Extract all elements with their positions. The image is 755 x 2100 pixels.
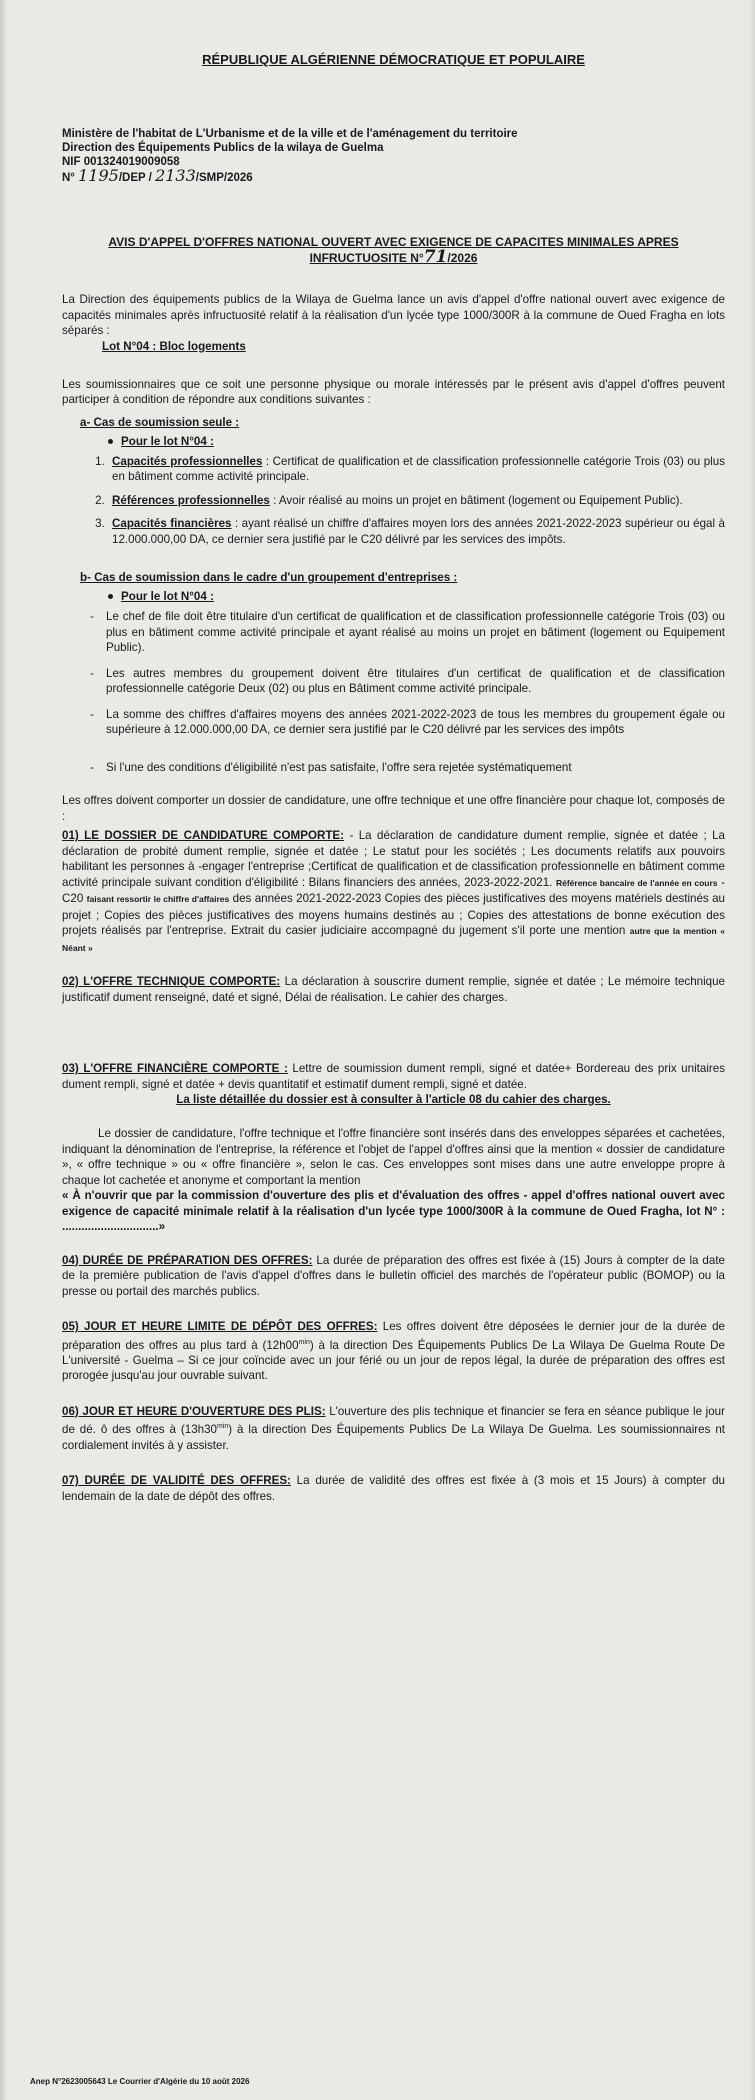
section-05-sup: min bbox=[298, 1338, 310, 1346]
section-03-heading: 03) L'OFFRE FINANCIÈRE COMPORTE : bbox=[62, 1062, 288, 1075]
title-number: 71 bbox=[423, 247, 448, 267]
offres-intro: Les offres doivent comporter un dossier de candidature, une offre technique et une offre financière pour chaque lot, composés de : bbox=[62, 794, 725, 823]
item-text: : ayant réalisé un chiffre d'affaires moyen lors des années 2021-2022-2023 supérieur ou égal à 12.000.000,00 DA, ce dernier sera justifié par le C20 délivré par les services des impôts. bbox=[112, 517, 726, 546]
section-06-text: ) à la direction Des Équipements Publics De La Wilaya De Guelma. Les soumissionnaires nt cordialement invités à y assister. bbox=[62, 1423, 725, 1452]
section-01-text: des années 2021-2022-2023 Copies des pièces justificatives des moyens matériels destinés au projet ; Copies des pièces justificatives des moyens humains destinés au ; Copies des attestations de bonne exécution des projets réalisés par l'entreprise. Extrait du casier judiciaire accompagné du jugement s'il porte une mention bbox=[62, 892, 725, 937]
lot-label: Lot N°04 : Bloc logements bbox=[102, 339, 246, 353]
ref-number: 1195 bbox=[78, 166, 119, 185]
case-a-list bbox=[62, 454, 725, 548]
section-07 bbox=[62, 1473, 725, 1504]
issuer-block bbox=[62, 127, 725, 185]
item-label: Capacités professionnelles bbox=[112, 454, 263, 468]
direction-line: Direction des Équipements Publics de la wilaya de Guelma bbox=[62, 142, 384, 154]
reference-line bbox=[62, 166, 725, 185]
case-b-lot bbox=[108, 590, 725, 603]
ministry-line: Ministère de l'habitat de L'Urbanisme et de la ville et de l'aménagement du territoire bbox=[62, 128, 518, 140]
section-01-heading: 01) LE DOSSIER DE CANDIDATURE COMPORTE: bbox=[62, 829, 345, 842]
section-07-heading: 07) DURÉE DE VALIDITÉ DES OFFRES: bbox=[62, 1474, 291, 1488]
republic-heading: RÉPUBLIQUE ALGÉRIENNE DÉMOCRATIQUE ET POPULAIRE bbox=[202, 52, 585, 67]
item-text: : Certificat de qualification et de classification professionnelle catégorie Trois (03) ou plus en bâtiment comme activité principale. bbox=[112, 454, 725, 483]
section-05-text: ) à la direction Des Équipements Publics De La Wilaya De Guelma Route De L'université - Guelma – Si ce jour coïncide avec un jour férié ou un jour de repos légal, la durée de préparation des offres est prorogée jusqu'au jour ouvrable suivant. bbox=[62, 1338, 725, 1383]
section-06-sup: min bbox=[217, 1423, 229, 1431]
case-b-list bbox=[62, 609, 725, 775]
item-label: Références professionnelles bbox=[112, 493, 270, 507]
title-year: /2026 bbox=[447, 251, 478, 265]
section-01 bbox=[62, 828, 725, 956]
section-05 bbox=[62, 1319, 725, 1384]
case-b-lot-label: Pour le lot N°04 : bbox=[121, 590, 214, 603]
ref-mid: /DEP / bbox=[118, 172, 152, 184]
section-05-heading: 05) JOUR ET HEURE LIMITE DE DÉPÔT DES OFFRES: bbox=[62, 1320, 378, 1333]
case-a-heading: a- Cas de soumission seule : bbox=[80, 415, 240, 429]
footer-reference: Anep N°2623005643 Le Courrier d'Algérie du 10 août 2026 bbox=[30, 2077, 250, 2086]
title-line-2 bbox=[72, 247, 715, 267]
notice-title bbox=[72, 235, 715, 266]
section-04-text: La durée de préparation des offres est fixée à (15) Jours à compter de la date de la première publication de l'avis d'appel d'offres dans le bulletin officiel des marchés de l'opérateur public (BOMOP) ou la presse ou portail des marchés publics. bbox=[62, 1253, 725, 1298]
bullet-icon bbox=[108, 594, 113, 599]
soumission-intro: Les soumissionnaires que ce soit une personne physique ou morale intéressés par le présent avis d'appel d'offres peuvent participer à condition de répondre aux conditions suivantes : bbox=[62, 377, 725, 406]
case-b-heading: b- Cas de soumission dans le cadre d'un groupement d'entreprises : bbox=[80, 571, 458, 584]
section-02-text: La déclaration à souscrire dument remplie, signée et datée ; Le mémoire technique justificatif dument renseigné, daté et signé, Délai de réalisation. Le cahier des charges. bbox=[62, 975, 726, 1004]
section-01-note: autre que la mention « Néant » bbox=[62, 926, 725, 953]
section-03-text: Lettre de soumission dument rempli, signé et datée+ Bordereau des prix unitaires dument rempli, signé et datée + devis quantitatif et estimatif dument rempli, signé et datée. bbox=[62, 1062, 725, 1091]
section-06-text: L'ouverture des plis technique et financier se fera en séance publique le jour de dé. ô des offres à (13h30 bbox=[62, 1404, 725, 1437]
section-04-heading: 04) DURÉE DE PRÉPARATION DES OFFRES: bbox=[62, 1253, 313, 1267]
ref-prefix: N° bbox=[62, 172, 75, 184]
section-01-note: Référence bancaire de l'année en cours bbox=[555, 877, 718, 888]
title-prefix: INFRUCTUOSITE N° bbox=[309, 251, 424, 265]
case-a-lot bbox=[108, 435, 725, 448]
ref-number-2: 2133 bbox=[155, 166, 196, 185]
section-03 bbox=[62, 1061, 725, 1092]
nif-line: NIF 001324019009058 bbox=[62, 156, 180, 168]
section-06-heading: 06) JOUR ET HEURE D'OUVERTURE DES PLIS: bbox=[62, 1404, 326, 1418]
list-item: - Si l'une des conditions d'éligibilité n'est pas satisfaite, l'offre sera rejetée systématiquement bbox=[106, 760, 725, 776]
section-01-text: - La déclaration de candidature dument remplie, signée et datée ; La déclaration de probité dument remplie, signée et datée ; Le statut pour les sociétés ; Les documents relatifs aux pouvoirs habilitant les personnes à -engager l'entreprise ;Certificat de qualification et de classification professionnelle en bâtiment comme activité principale suivant condition d'éligibilité : Bilans financiers des années, 2023-2022-2021. bbox=[62, 829, 725, 889]
ref-suffix: /SMP/2026 bbox=[195, 172, 253, 184]
case-a-lot-label: Pour le lot N°04 : bbox=[121, 434, 214, 448]
section-03-note: La liste détaillée du dossier est à consulter à l'article 08 du cahier des charges. bbox=[176, 1093, 611, 1106]
list-item bbox=[108, 454, 725, 485]
section-04 bbox=[62, 1253, 725, 1300]
title-line-1: AVIS D'APPEL D'OFFRES NATIONAL OUVERT AVEC EXIGENCE DE CAPACITES MINIMALES APRES bbox=[108, 235, 679, 249]
section-01-note: faisant ressortir le chiffre d'affaires bbox=[86, 894, 230, 904]
section-07-text: La durée de validité des offres est fixée à (3 mois et 15 Jours) à compter du lendemain de la date de dépôt des offres. bbox=[62, 1474, 725, 1503]
list-item bbox=[108, 516, 725, 547]
envelope-mention: « À n'ouvrir que par la commission d'ouverture des plis et d'évaluation des offres - appel d'offres national ouvert avec exigence de capacité minimale relatif à la réalisation d'un lycée type 1000/300R à la commune de Oued Fragha, lot N° : ..............................» bbox=[62, 1189, 725, 1233]
list-item: - La somme des chiffres d'affaires moyens des années 2021-2022-2023 de tous les membres du groupement égale ou supérieure à 12.000.000,00 DA, ce dernier sera justifié par le C20 délivré par les services des impôts bbox=[106, 707, 725, 738]
list-item bbox=[108, 493, 725, 509]
section-02 bbox=[62, 974, 725, 1005]
section-06 bbox=[62, 1404, 725, 1453]
item-label: Capacités financières bbox=[112, 517, 232, 530]
list-item: - Le chef de file doit être titulaire d'un certificat de qualification et de classification professionnelle catégorie Trois (03) ou plus en bâtiment comme activité principale et ayant réalisé au moins un projet en bâtiment (logement ou Equipement Public). bbox=[106, 609, 725, 656]
bullet-icon bbox=[108, 439, 113, 444]
section-02-heading: 02) L'OFFRE TECHNIQUE COMPORTE: bbox=[62, 975, 281, 988]
section-01-text: - C20 bbox=[62, 875, 725, 905]
intro-paragraph: La Direction des équipements publics de la Wilaya de Guelma lance un avis d'appel d'offre national ouvert avec exigence de capacités minimales après infructuosité relatif à la réalisation d'un lycée type 1000/300R à la commune de Oued Fragha en lots séparés : bbox=[62, 293, 725, 337]
envelope-paragraph: Le dossier de candidature, l'offre technique et l'offre financière sont insérés dans des enveloppes séparées et cachetées, indiquant la dénomination de l'entreprise, la référence et l'objet de l'appel d'offres ainsi que la mention « dossier de candidature », « offre technique » ou « offre financière », selon le cas. Ces enveloppes sont mises dans une autre enveloppe propre à chaque lot cachetée et anonyme et comportant la mention bbox=[62, 1127, 725, 1187]
list-item: - Les autres membres du groupement doivent être titulaires d'un certificat de qualification et de classification professionnelle catégorie Deux (02) ou plus en Bâtiment comme activité principale. bbox=[106, 666, 725, 697]
section-05-text: Les offres doivent être déposées le dernier jour de la durée de préparation des offres au plus tard à (12h00 bbox=[62, 1320, 725, 1352]
item-text: : Avoir réalisé au moins un projet en bâtiment (logement ou Equipement Public). bbox=[269, 493, 683, 507]
